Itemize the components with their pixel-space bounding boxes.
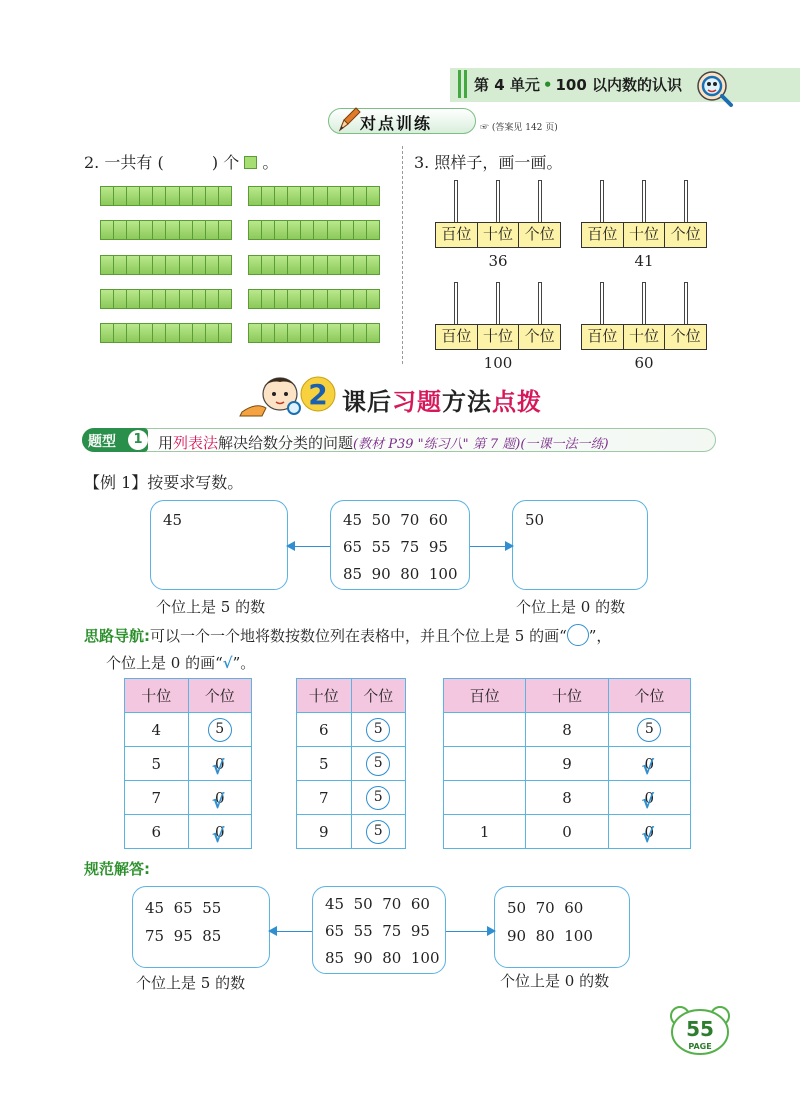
digit: 9	[318, 822, 329, 841]
unit-cube	[193, 256, 206, 274]
column-divider	[402, 146, 403, 364]
hint-line-1	[84, 624, 611, 646]
unit-cube	[166, 221, 179, 239]
abacus[interactable]	[435, 282, 561, 372]
table-cell	[297, 781, 352, 815]
answer-left-box	[132, 886, 270, 968]
q2-label: 2. 一共有 (	[84, 153, 164, 172]
arrow-right-icon	[446, 931, 494, 932]
unit-cube	[140, 256, 153, 274]
table-cell	[526, 815, 608, 849]
unit-cube	[341, 221, 354, 239]
unit-cube	[314, 256, 327, 274]
place-label: 十位	[478, 325, 520, 349]
unit-cube	[114, 256, 127, 274]
checked-digit: 0 √	[639, 789, 659, 807]
abacus-pole	[684, 180, 688, 222]
unit-cube	[341, 187, 354, 205]
arrow-left-icon	[270, 931, 312, 932]
table-cell	[297, 815, 352, 849]
abacus-pole	[454, 282, 458, 324]
hint-text-1-end: ”，	[588, 627, 612, 645]
table-cell	[125, 713, 189, 747]
unit-cube	[354, 290, 367, 308]
unit-cube	[140, 324, 153, 342]
place-value-table-1	[124, 678, 252, 849]
example-left-caption: 个位上是 5 的数	[156, 598, 266, 616]
unit-cube	[367, 324, 379, 342]
hint-text-2: 个位上是 0 的画“	[106, 654, 223, 672]
hint-text-2-end: ”。	[232, 654, 256, 672]
unit-cube	[193, 290, 206, 308]
digit: 8	[562, 720, 572, 739]
box-line: 45 65 55	[145, 899, 222, 917]
unit-cube	[101, 324, 114, 342]
table-row	[125, 713, 252, 747]
unit-cube	[249, 324, 262, 342]
unit-cube	[301, 324, 314, 342]
type-tag-number: 1	[128, 430, 148, 450]
table-cell	[188, 747, 252, 781]
abacus-number: 41	[634, 252, 654, 270]
place-label: 十位	[478, 223, 520, 247]
unit-cube	[328, 187, 341, 205]
checked-digit: 0 √	[639, 755, 659, 773]
unit-cube	[193, 187, 206, 205]
unit-cube	[288, 221, 301, 239]
table-header-row	[125, 679, 252, 713]
unit-cube	[180, 187, 193, 205]
pencil-icon	[336, 106, 362, 134]
unit-cube	[153, 290, 166, 308]
unit-cube	[101, 290, 114, 308]
abacus-base	[581, 222, 707, 248]
table-header: 十位	[526, 679, 608, 713]
abacus-number: 60	[634, 354, 654, 372]
unit-cube	[367, 221, 379, 239]
box-line: 65 55 75 95	[343, 538, 448, 556]
unit-cube	[275, 256, 288, 274]
circled-digit: 5	[366, 718, 390, 742]
abacus-pole	[496, 180, 500, 222]
circled-digit: 5	[366, 786, 390, 810]
digit: 4	[151, 720, 162, 739]
table-cell	[351, 781, 406, 815]
unit-cube	[288, 324, 301, 342]
unit-cube	[206, 290, 219, 308]
cube-rod	[100, 255, 232, 275]
unit-cube	[219, 221, 231, 239]
table-cell	[444, 713, 526, 747]
unit-cube	[101, 187, 114, 205]
table-cell	[444, 815, 526, 849]
table-row	[444, 815, 691, 849]
unit-cube	[249, 221, 262, 239]
table-cell	[608, 815, 690, 849]
header-bar	[464, 70, 467, 98]
page-word: PAGE	[688, 1042, 712, 1051]
table-row	[125, 781, 252, 815]
digit: 5	[151, 754, 162, 773]
table-cell	[188, 713, 252, 747]
cube-rod	[248, 323, 380, 343]
cube-rod	[100, 289, 232, 309]
table-cell	[444, 781, 526, 815]
answer-center-box	[312, 886, 446, 974]
unit-cube	[249, 290, 262, 308]
unit-cube	[153, 187, 166, 205]
sec2-t2: 习题	[392, 388, 442, 416]
unit-cube	[140, 290, 153, 308]
unit-cube	[354, 221, 367, 239]
place-label: 十位	[624, 325, 666, 349]
check-mark-icon: √	[222, 654, 233, 672]
unit-cube	[262, 221, 275, 239]
section-2-title	[342, 382, 542, 417]
type-t3: 解决给数分类的问题	[218, 434, 354, 452]
table-cell	[351, 747, 406, 781]
digit: 8	[562, 788, 572, 807]
circled-digit: 5	[366, 820, 390, 844]
unit-cube	[206, 324, 219, 342]
example-left-box	[150, 500, 288, 590]
digit: 9	[562, 754, 572, 773]
type-t2: 列表法	[173, 434, 219, 452]
table-cell	[125, 747, 189, 781]
box-line: 45	[163, 511, 183, 529]
cube-rod	[100, 186, 232, 206]
unit-topic: 100 以内数的认识	[555, 76, 683, 94]
example-right-caption: 个位上是 0 的数	[516, 598, 626, 616]
unit-cube	[101, 221, 114, 239]
abacus-pole	[600, 180, 604, 222]
checked-digit: 0 √	[210, 755, 230, 773]
unit-cube	[219, 187, 231, 205]
unit-cube	[219, 256, 231, 274]
circled-digit: 5	[637, 718, 661, 742]
place-label: 个位	[524, 327, 555, 345]
table-row	[297, 713, 406, 747]
cube-rod	[248, 186, 380, 206]
unit-cube	[180, 324, 193, 342]
header-bar	[458, 70, 461, 98]
cube-icon	[244, 156, 257, 169]
question-2	[84, 150, 278, 173]
place-label: 百位	[582, 223, 624, 247]
unit-cube	[219, 324, 231, 342]
cube-rod	[248, 255, 380, 275]
unit-cube	[354, 256, 367, 274]
digit: 5	[318, 754, 329, 773]
unit-cube	[180, 256, 193, 274]
table-header: 百位	[444, 679, 526, 713]
question-3: 3. 照样子，画一画。	[414, 153, 563, 172]
unit-cube	[301, 290, 314, 308]
box-line: 75 95 85	[145, 927, 222, 945]
unit-cube	[275, 324, 288, 342]
cube-rod	[100, 323, 232, 343]
unit-cube	[354, 324, 367, 342]
table-cell	[125, 815, 189, 849]
abacus-base	[581, 324, 707, 350]
type-t1: 用	[158, 434, 174, 452]
circled-digit: 5	[208, 718, 232, 742]
unit-cube	[153, 221, 166, 239]
digit: 7	[151, 788, 162, 807]
abacus-pole	[684, 282, 688, 324]
place-value-table-2	[296, 678, 406, 849]
unit-cube	[301, 221, 314, 239]
table-cell	[297, 713, 352, 747]
answer-right-caption: 个位上是 0 的数	[500, 972, 610, 990]
sec2-t3: 方法	[442, 388, 492, 416]
checked-digit: 0 √	[210, 789, 230, 807]
page-number: 55	[686, 1017, 714, 1041]
table-cell	[608, 713, 690, 747]
table-header: 个位	[351, 679, 406, 713]
cube-rod	[100, 220, 232, 240]
unit-cube	[314, 187, 327, 205]
magnifier-mascot-icon	[694, 68, 734, 108]
table-header: 十位	[297, 679, 352, 713]
example-right-box	[512, 500, 648, 590]
table-cell	[297, 747, 352, 781]
header-title: 第 4 单元 • 100 以内数的认识	[474, 76, 683, 94]
checked-digit: 0 √	[210, 823, 230, 841]
abacus-number: 100	[483, 354, 513, 372]
q2-after: ) 个	[211, 153, 240, 172]
digit: 1	[479, 822, 490, 841]
hint-line-2	[106, 652, 255, 673]
abacus-pole	[642, 180, 646, 222]
table-row	[125, 815, 252, 849]
digit: 6	[318, 720, 329, 739]
answer-left-caption: 个位上是 5 的数	[136, 974, 246, 992]
unit-cube	[101, 256, 114, 274]
checked-digit: 0 √	[639, 823, 659, 841]
example-center-box	[330, 500, 470, 590]
unit-cube	[262, 256, 275, 274]
unit-cube	[166, 290, 179, 308]
unit-cube	[341, 324, 354, 342]
unit-cube	[114, 324, 127, 342]
unit-cube	[275, 221, 288, 239]
table-cell	[351, 713, 406, 747]
place-label: 个位	[670, 327, 701, 345]
unit-cube	[166, 324, 179, 342]
abacus-pole	[538, 282, 542, 324]
unit-cube	[341, 290, 354, 308]
unit-cube	[180, 290, 193, 308]
arrow-left-icon	[288, 546, 330, 547]
table-header: 个位	[608, 679, 690, 713]
table-cell	[526, 781, 608, 815]
q2-suffix: 。	[262, 153, 279, 172]
table-cell	[526, 713, 608, 747]
unit-cube	[301, 187, 314, 205]
section-number: 2	[308, 378, 328, 411]
unit-cube	[206, 187, 219, 205]
digit: 6	[151, 822, 162, 841]
box-line: 50	[525, 511, 545, 529]
abacus-pole	[600, 282, 604, 324]
drill-title: 对点训练	[360, 114, 433, 133]
table-cell	[608, 781, 690, 815]
box-line: 85 90 80 100	[343, 565, 458, 583]
table-header-row	[444, 679, 691, 713]
unit-cube	[140, 221, 153, 239]
unit-label: 第 4 单元	[474, 76, 540, 94]
unit-cube	[288, 290, 301, 308]
type-ref: (教材 P39 "练习八" 第 7 题)(一课一法一练)	[353, 437, 609, 452]
unit-cube	[262, 324, 275, 342]
unit-cube	[275, 290, 288, 308]
unit-cube	[114, 221, 127, 239]
table-header: 个位	[188, 679, 252, 713]
place-label: 个位	[524, 225, 555, 243]
place-label: 十位	[624, 223, 666, 247]
abacus-base	[435, 324, 561, 350]
abacus-number: 36	[488, 252, 508, 270]
place-label: 百位	[582, 325, 624, 349]
table-row	[444, 781, 691, 815]
unit-cube	[140, 187, 153, 205]
sec2-t4: 点拨	[492, 388, 542, 416]
table-row	[125, 747, 252, 781]
abacus-pole	[454, 180, 458, 222]
unit-cube	[153, 324, 166, 342]
abacus-base	[435, 222, 561, 248]
table-row	[297, 815, 406, 849]
box-line: 85 90 80 100	[325, 949, 440, 967]
table-cell	[444, 747, 526, 781]
place-value-table-3	[443, 678, 691, 849]
answer-label: 规范解答:	[84, 860, 150, 878]
arrow-right-icon	[470, 546, 512, 547]
unit-cube	[328, 221, 341, 239]
abacus-pole	[642, 282, 646, 324]
answer-reference: ☞ (答案见 142 页)	[480, 123, 558, 133]
unit-cube	[367, 187, 379, 205]
abacus[interactable]	[581, 180, 707, 270]
unit-cube	[206, 221, 219, 239]
abacus-pole	[496, 282, 500, 324]
answer-right-box	[494, 886, 630, 968]
circled-digit: 5	[366, 752, 390, 776]
abacus-pole	[538, 180, 542, 222]
box-line: 45 50 70 60	[343, 511, 448, 529]
sec2-t1: 课后	[342, 388, 392, 416]
table-cell	[125, 781, 189, 815]
table-cell	[188, 781, 252, 815]
table-cell	[608, 747, 690, 781]
page-number-badge	[668, 1004, 732, 1056]
unit-cube	[328, 324, 341, 342]
digit: 0	[562, 822, 572, 841]
section-number-badge	[300, 376, 336, 412]
table-cell	[351, 815, 406, 849]
place-label: 百位	[436, 223, 478, 247]
type-description	[158, 432, 609, 453]
unit-cube	[314, 290, 327, 308]
example-1-label: 【例 1】按要求写数。	[84, 473, 244, 492]
table-cell	[188, 815, 252, 849]
box-line: 65 55 75 95	[325, 922, 430, 940]
table-header-row	[297, 679, 406, 713]
table-row	[444, 713, 691, 747]
unit-cube	[114, 187, 127, 205]
digit: 7	[318, 788, 329, 807]
unit-cube	[262, 187, 275, 205]
unit-cube	[301, 256, 314, 274]
unit-cube	[114, 290, 127, 308]
box-line: 90 80 100	[507, 927, 593, 945]
unit-cube	[127, 256, 140, 274]
unit-cube	[193, 221, 206, 239]
unit-cube	[249, 256, 262, 274]
unit-cube	[288, 256, 301, 274]
box-line: 45 50 70 60	[325, 895, 430, 913]
abacus[interactable]	[581, 282, 707, 372]
unit-cube	[127, 324, 140, 342]
place-label: 百位	[436, 325, 478, 349]
table-row	[297, 781, 406, 815]
abacus[interactable]	[435, 180, 561, 270]
unit-cube	[262, 290, 275, 308]
table-row	[444, 747, 691, 781]
unit-cube	[314, 324, 327, 342]
unit-cube	[367, 256, 379, 274]
unit-cube	[166, 256, 179, 274]
unit-cube	[219, 290, 231, 308]
cube-rod	[248, 220, 380, 240]
unit-cube	[354, 187, 367, 205]
unit-cube	[193, 324, 206, 342]
unit-cube	[180, 221, 193, 239]
unit-cube	[249, 187, 262, 205]
unit-cube	[328, 290, 341, 308]
type-tag-label: 题型	[88, 434, 116, 450]
hint-label: 思路导航:	[84, 627, 150, 645]
unit-cube	[288, 187, 301, 205]
cube-rod	[248, 289, 380, 309]
unit-cube	[367, 290, 379, 308]
box-line: 50 70 60	[507, 899, 584, 917]
unit-cube	[127, 290, 140, 308]
unit-cube	[341, 256, 354, 274]
unit-cube	[127, 187, 140, 205]
place-label: 个位	[670, 225, 701, 243]
unit-cube	[328, 256, 341, 274]
unit-cube	[127, 221, 140, 239]
circle-mark-icon	[567, 624, 589, 646]
table-cell	[526, 747, 608, 781]
unit-cube	[314, 221, 327, 239]
table-header: 十位	[125, 679, 189, 713]
table-row	[297, 747, 406, 781]
unit-cube	[206, 256, 219, 274]
hint-text-1: 可以一个一个地将数按数位列在表格中，并且个位上是 5 的画“	[150, 627, 567, 645]
unit-cube	[275, 187, 288, 205]
unit-cube	[153, 256, 166, 274]
unit-cube	[166, 187, 179, 205]
